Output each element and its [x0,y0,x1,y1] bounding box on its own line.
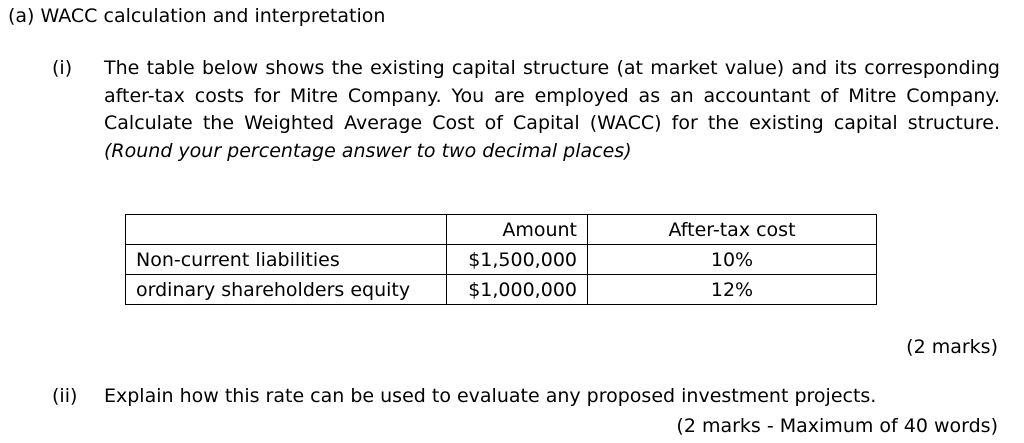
capital-structure-table [125,214,877,305]
table-header-cost: After-tax cost [588,215,877,245]
table-header-amount: Amount [447,215,588,245]
question-i-text [104,55,1000,165]
row-cost: 12% [588,275,877,305]
question-ii-text: Explain how this rate can be used to evaluate any proposed investment projects. [104,385,877,407]
question-i-rounding-note: (Round your percentage answer to two decimal places) [104,139,632,162]
question-ii-marks: (2 marks - Maximum of 40 words) [676,415,998,437]
question-i-main-text: The table below shows the existing capital structure (at market value) and its corresponding after-tax costs for Mitre Company. You are employed as an accountant of Mitre Company. Calculate the Weighted Average Cost of Capital (WACC) for the existing capital structure. [104,57,1000,134]
row-item: ordinary shareholders equity [126,275,447,305]
row-amount: $1,000,000 [447,275,588,305]
table-row [126,245,877,275]
row-cost: 10% [588,245,877,275]
row-amount: $1,500,000 [447,245,588,275]
table-row [126,275,877,305]
section-heading: (a) WACC calculation and interpretation [8,5,386,27]
question-ii-label: (ii) [52,385,78,407]
question-i-label: (i) [52,57,73,79]
table-header-row [126,215,877,245]
row-item: Non-current liabilities [126,245,447,275]
question-i-marks: (2 marks) [906,336,998,358]
table-header-item [126,215,447,245]
